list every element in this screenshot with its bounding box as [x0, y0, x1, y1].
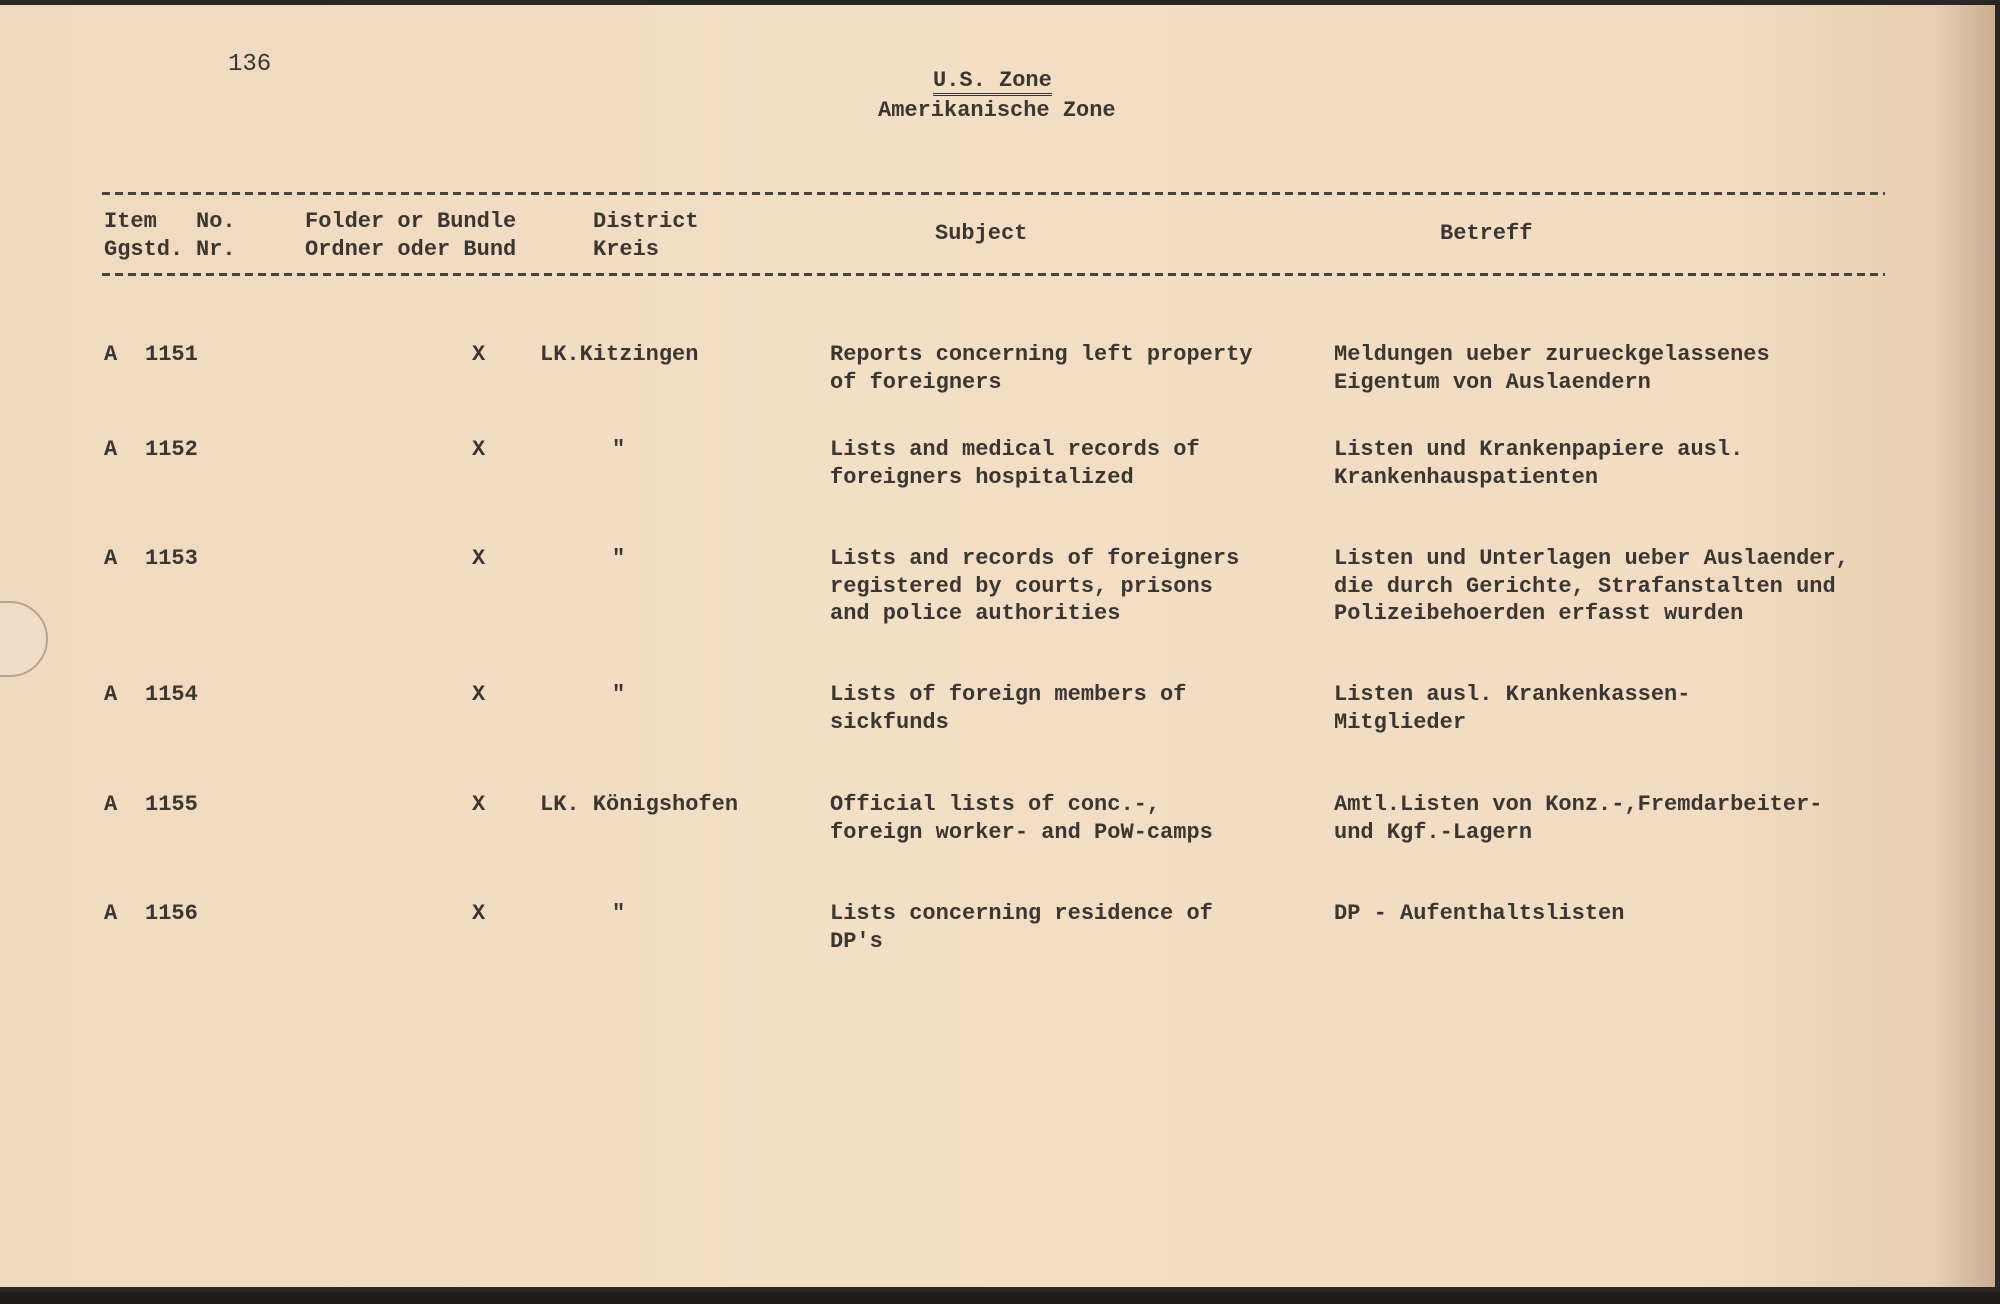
row-item: A — [104, 342, 118, 367]
row-betreff-line: Meldungen ueber zurueckgelassenes — [1334, 342, 1770, 367]
header-no: No. Nr. — [196, 209, 236, 262]
row-subject-line: Lists of foreign members of — [830, 682, 1187, 707]
header-folder: Folder or Bundle Ordner oder Bund — [305, 209, 517, 262]
row-subject-line: registered by courts, prisons — [830, 573, 1213, 599]
row-betreff — [1334, 545, 1849, 628]
dashed-divider-bottom — [102, 273, 1885, 276]
row-folder: X — [472, 437, 486, 462]
row-number: 1156 — [145, 901, 198, 926]
row-subject-line: Lists concerning residence of — [830, 901, 1213, 926]
header-district: District Kreis — [593, 209, 699, 262]
header-betreff: Betreff — [1440, 221, 1533, 246]
row-number: 1153 — [145, 546, 198, 571]
row-district: LK. Königshofen — [540, 792, 739, 817]
row-betreff-line: Krankenhauspatienten — [1334, 464, 1599, 490]
row-district: " — [612, 546, 626, 571]
row-district: " — [612, 437, 626, 462]
row-folder: X — [472, 792, 486, 817]
row-subject-line: sickfunds — [830, 709, 949, 735]
row-betreff-line: Mitglieder — [1334, 709, 1467, 735]
row-betreff — [1334, 436, 1743, 491]
row-item: A — [104, 901, 118, 926]
row-betreff-line: Listen und Krankenpapiere ausl. — [1334, 437, 1744, 462]
row-subject-line: Reports concerning left property — [830, 342, 1253, 367]
row-item: A — [104, 792, 118, 817]
row-betreff-line: Listen und Unterlagen ueber Auslaender, — [1334, 546, 1849, 571]
row-item: A — [104, 682, 118, 707]
row-subject — [830, 436, 1200, 491]
row-subject-line: foreigners hospitalized — [830, 464, 1134, 490]
row-subject-line: Official lists of conc.-, — [830, 792, 1161, 817]
row-district: " — [612, 682, 626, 707]
row-subject-line: foreign worker- and PoW-camps — [830, 819, 1213, 845]
row-number: 1155 — [145, 792, 198, 817]
document-page — [0, 5, 1995, 1287]
row-betreff-line: die durch Gerichte, Strafanstalten und — [1334, 573, 1836, 599]
row-number: 1154 — [145, 682, 198, 707]
scan-bottom-edge — [0, 1292, 2000, 1304]
row-betreff-line: Listen ausl. Krankenkassen- — [1334, 682, 1691, 707]
header-item: Item Ggstd. — [104, 209, 184, 262]
row-number: 1152 — [145, 437, 198, 462]
row-betreff — [1334, 681, 1690, 736]
row-subject-line: Lists and records of foreigners — [830, 546, 1240, 571]
row-item: A — [104, 437, 118, 462]
row-folder: X — [472, 682, 486, 707]
page-tab-notch — [0, 601, 48, 677]
row-subject — [830, 341, 1252, 396]
row-district: LK.Kitzingen — [540, 342, 699, 367]
row-subject-line: of foreigners — [830, 369, 1002, 395]
row-subject — [830, 681, 1186, 736]
row-item: A — [104, 546, 118, 571]
row-folder: X — [472, 901, 486, 926]
row-betreff-line: DP - Aufenthaltslisten — [1334, 901, 1625, 926]
row-subject — [830, 545, 1239, 628]
row-subject — [830, 900, 1213, 955]
row-betreff-line: Polizeibehoerden erfasst wurden — [1334, 601, 1744, 626]
row-betreff — [1334, 900, 1624, 928]
page-title: U.S. Zone — [933, 69, 1052, 96]
row-betreff-line: und Kgf.-Lagern — [1334, 819, 1533, 845]
row-betreff — [1334, 791, 1822, 846]
page-number: 136 — [228, 51, 272, 78]
row-number: 1151 — [145, 342, 198, 367]
row-folder: X — [472, 546, 486, 571]
row-betreff-line: Amtl.Listen von Konz.-,Fremdarbeiter- — [1334, 792, 1823, 817]
row-subject-line: and police authorities — [830, 601, 1121, 626]
header-subject: Subject — [935, 221, 1028, 246]
row-district: " — [612, 901, 626, 926]
row-betreff-line: Eigentum von Auslaendern — [1334, 369, 1651, 395]
dashed-divider-top — [102, 192, 1885, 195]
page-subtitle: Amerikanische Zone — [878, 98, 1116, 123]
row-subject-line: Lists and medical records of — [830, 437, 1200, 462]
row-folder: X — [472, 342, 486, 367]
row-betreff — [1334, 341, 1770, 396]
row-subject — [830, 791, 1213, 846]
row-subject-line: DP's — [830, 928, 883, 954]
